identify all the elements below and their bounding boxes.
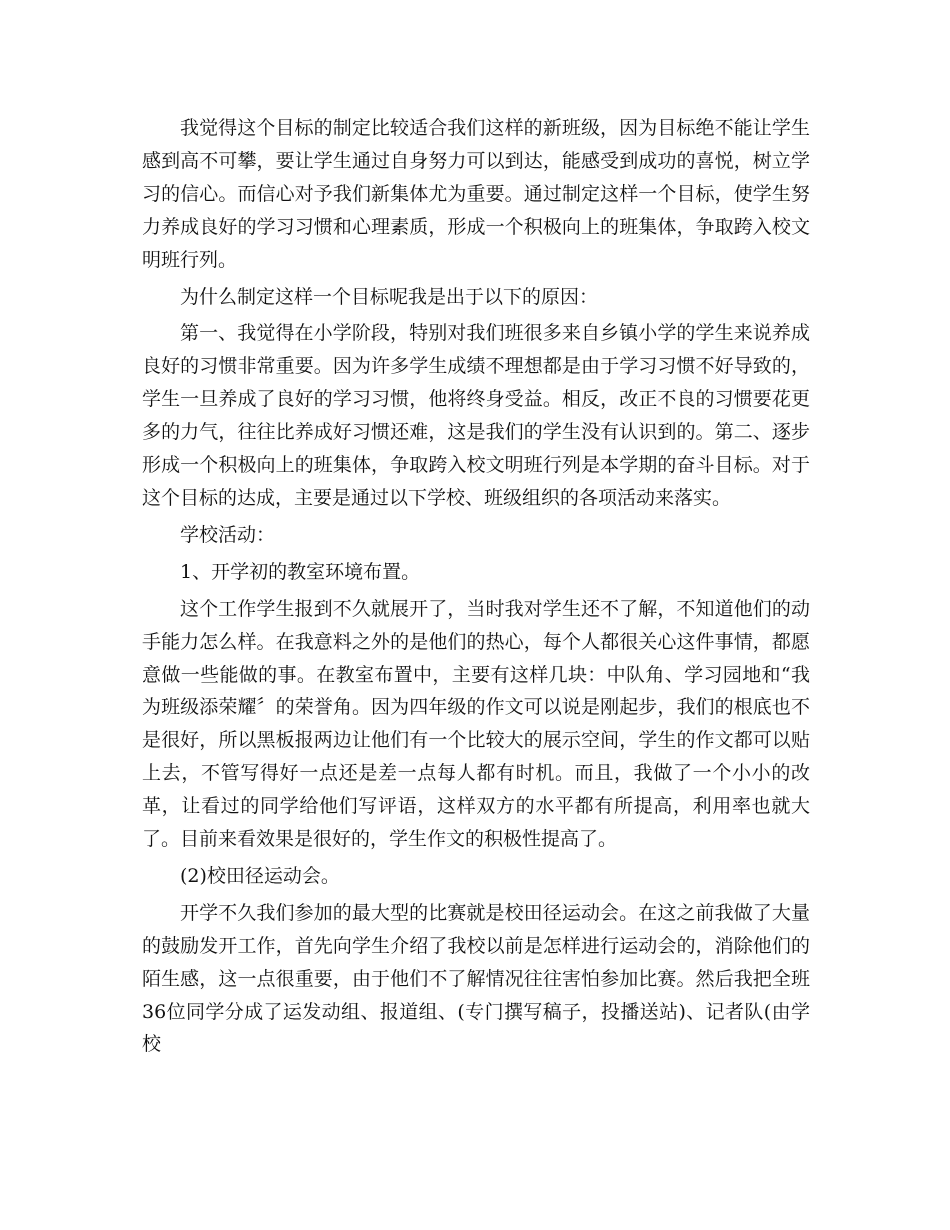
paragraph-classroom-decoration: 这个工作学生报到不久就展开了，当时我对学生还不了解，不知道他们的动手能力怎么样。在我意料之外的是他们的热心，每个人都很关心这件事情，都愿意做一些能做的事。在教室布置中，主要有这样几块：中队角、学习园地和“我为班级添荣耀〞的荣誉角。因为四年级的作文可以说是刚起步，我们的根底也不是很好，所以黑板报两边让他们有一个比较大的展示空间，学生的作文都可以贴上去，不管写得好一点还是差一点每人都有时机。而且，我做了一个小小的改革，让看过的同学给他们写评语，这样双方的水平都有所提高，利用率也就大了。目前来看效果是很好的，学生作文的积极性提高了。 bbox=[142, 597, 810, 851]
paragraph-first-second: 第一、我觉得在小学阶段，特别对我们班很多来自乡镇小学的学生来说养成良好的习惯非常重要。因为许多学生成绩不理想都是由于学习习惯不好导致的，学生一旦养成了良好的学习习惯，他将终身受益。相反，改正不良的习惯要花更多的力气，往往比养成好习惯还难，这是我们的学生没有认识到的。第二、逐步形成一个积极向上的班集体，争取跨入校文明班行列是本学期的奋斗目标。对于这个目标的达成，主要是通过以下学校、班级组织的各项活动来落实。 bbox=[142, 322, 810, 509]
document-body bbox=[142, 112, 810, 1061]
paragraph-school-activities-heading: 学校活动： bbox=[180, 523, 276, 546]
paragraph-goal-reason: 我觉得这个目标的制定比较适合我们这样的新班级，因为目标绝不能让学生感到高不可攀，要让学生通过自身努力可以到达，能感受到成功的喜悦，树立学习的信心。而信心对予我们新集体尤为重要。通过制定这样一个目标，使学生努力养成良好的学习习惯和心理素质，形成一个积极向上的班集体，争取跨入校文明班行列。 bbox=[142, 117, 810, 271]
paragraph-why-question: 为什么制定这样一个目标呢我是出于以下的原因： bbox=[180, 285, 599, 308]
paragraph-item-1-heading: 1、开学初的教室环境布置。 bbox=[180, 560, 421, 583]
paragraph-item-2-heading: (2)校田径运动会。 bbox=[180, 864, 340, 887]
paragraph-sports-meet: 开学不久我们参加的最大型的比赛就是校田径运动会。在这之前我做了大量的鼓励发开工作，首先向学生介绍了我校以前是怎样进行运动会的，消除他们的陌生感，这一点很重要，由于他们不了解情况往往害怕参加比赛。然后我把全班36位同学分成了运发动组、报道组、(专门撰写稿子，投播送站)、记者队(由学校 bbox=[142, 901, 810, 1056]
